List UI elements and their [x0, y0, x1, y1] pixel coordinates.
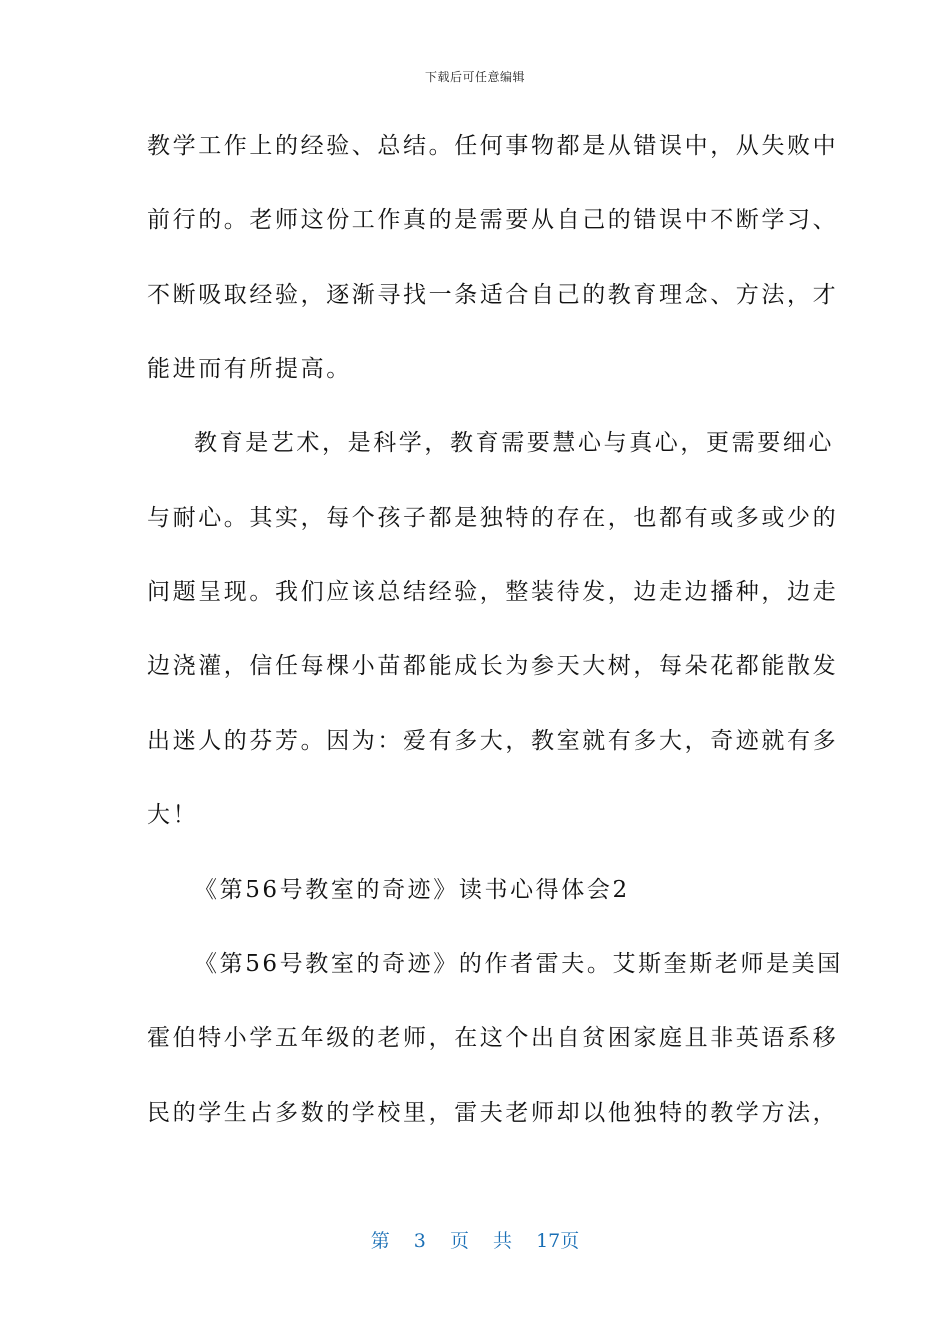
footer-current-page: 3	[413, 1230, 426, 1252]
body-line: 与耐心。其实，每个孩子都是独特的存在，也都有或多或少的	[147, 505, 839, 531]
body-line: 能进而有所提高。	[147, 356, 352, 382]
body-line: 教学工作上的经验、总结。任何事物都是从错误中，从失败中	[147, 133, 839, 159]
footer-total-label: 共	[493, 1230, 513, 1252]
body-line: 不断吸取经验，逐渐寻找一条适合自己的教育理念、方法，才	[147, 282, 839, 308]
body-line: 霍伯特小学五年级的老师，在这个出自贫困家庭且非英语系移	[147, 1025, 839, 1051]
body-line: 民的学生占多数的学校里，雷夫老师却以他独特的教学方法，	[147, 1100, 839, 1126]
body-line: 《第56号教室的奇迹》的作者雷夫。艾斯奎斯老师是美国	[194, 951, 843, 977]
footer-total-pages: 17页	[536, 1230, 580, 1252]
footer-page-unit: 页	[449, 1230, 469, 1252]
footer-page-label: 第	[370, 1230, 390, 1252]
body-line: 边浇灌，信任每棵小苗都能成长为参天大树，每朵花都能散发	[147, 653, 839, 679]
section-title: 《第56号教室的奇迹》读书心得体会2	[194, 877, 630, 903]
page-header: 下载后可任意编辑	[424, 70, 525, 84]
body-line: 前行的。老师这份工作真的是需要从自己的错误中不断学习、	[147, 207, 839, 233]
body-line: 出迷人的芬芳。因为：爱有多大，教室就有多大，奇迹就有多	[147, 728, 839, 754]
body-line: 问题呈现。我们应该总结经验，整装待发，边走边播种，边走	[147, 579, 839, 605]
page-footer	[0, 1226, 950, 1253]
body-line: 大！	[147, 802, 199, 828]
body-line: 教育是艺术，是科学，教育需要慧心与真心，更需要细心	[194, 430, 834, 456]
